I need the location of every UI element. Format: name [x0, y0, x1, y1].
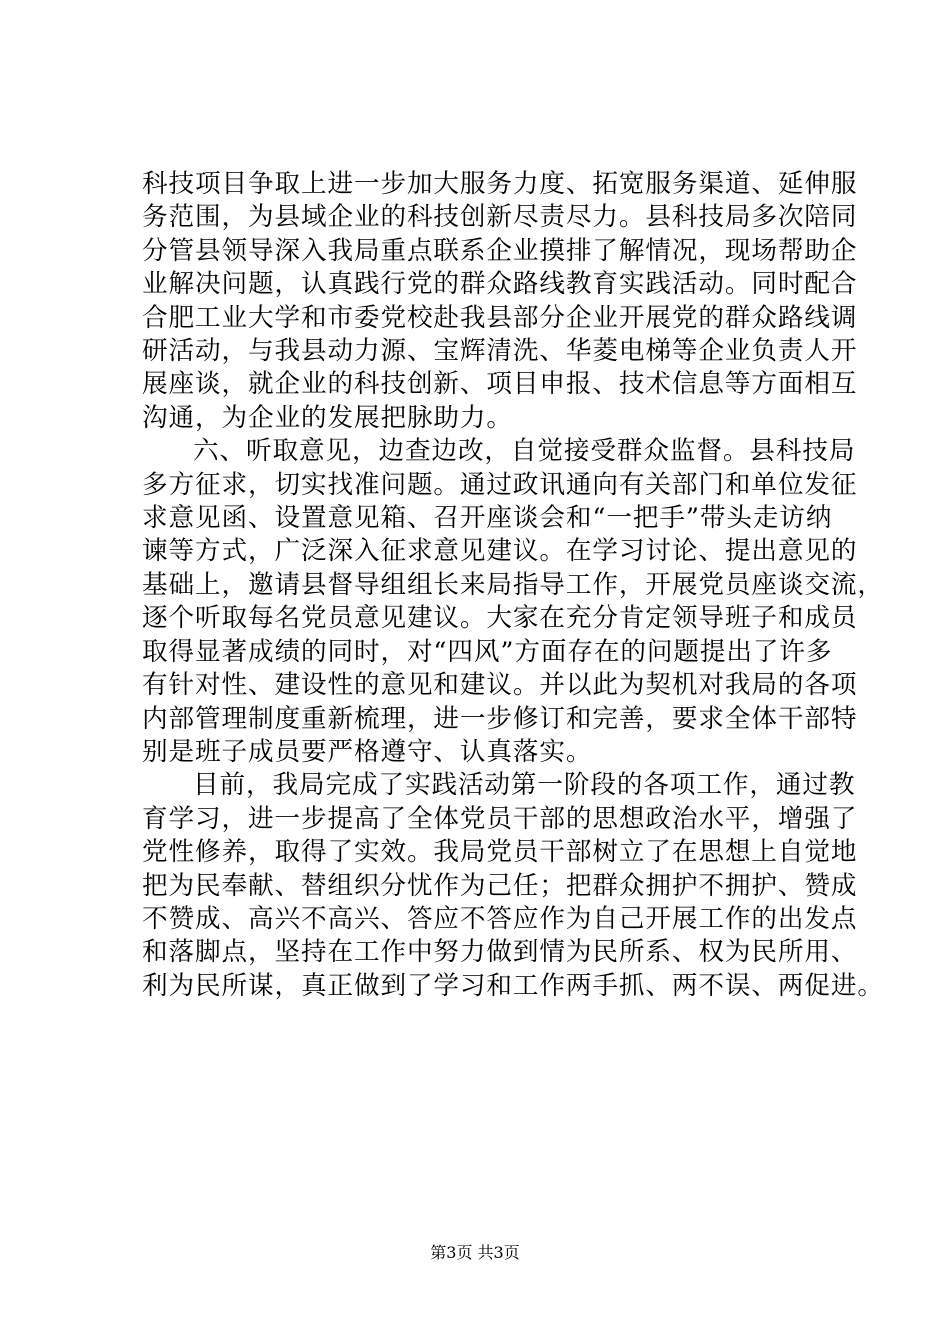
text-line: 逐个听取每名党员意见建议。大家在充分肯定领导班子和成员 — [142, 603, 858, 634]
text-line: 党性修养，取得了实效。我局党员干部树立了在思想上自觉地 — [142, 837, 858, 868]
text-line: 别是班子成员要严格遵守、认真落实。 — [142, 736, 593, 767]
text-line: 务范围，为县域企业的科技创新尽责尽力。县科技局多次陪同 — [142, 202, 858, 233]
text-line: 利为民所谋，真正做到了学习和工作两手抓、两不误、两促进。 — [142, 970, 884, 1001]
text-line: 业解决问题，认真践行党的群众路线教育实践活动。同时配合 — [142, 269, 858, 300]
page-footer: 第3页 共3页 — [430, 1243, 520, 1262]
text-line: 展座谈，就企业的科技创新、项目申报、技术信息等方面相互 — [142, 369, 858, 400]
text-line: 不赞成、高兴不高兴、答应不答应作为自己开展工作的出发点 — [142, 903, 858, 934]
text-line: 取得显著成绩的同时，对“四风”方面存在的问题提出了许多 — [142, 636, 833, 667]
body-text — [142, 168, 884, 1003]
text-line: 科技项目争取上进一步加大服务力度、拓宽服务渠道、延伸服 — [142, 169, 858, 199]
text-line: 合肥工业大学和市委党校赴我县部分企业开展党的群众路线调 — [142, 302, 858, 333]
text-line: 多方征求，切实找准问题。通过政讯通向有关部门和单位发征 — [142, 469, 858, 500]
text-line: 求意见函、设置意见箱、召开座谈会和“一把手”带头走访纳 — [142, 503, 833, 534]
text-line: 内部管理制度重新梳理，进一步修订和完善，要求全体干部特 — [142, 703, 858, 734]
text-line: 基础上，邀请县督导组组长来局指导工作，开展党员座谈交流， — [142, 569, 884, 600]
text-line: 沟通，为企业的发展把脉助力。 — [142, 402, 513, 433]
text-line: 谏等方式，广泛深入征求意见建议。在学习讨论、提出意见的 — [142, 536, 858, 567]
text-line: 六、听取意见，边查边改，自觉接受群众监督。县科技局 — [193, 436, 856, 467]
text-line: 有针对性、建设性的意见和建议。并以此为契机对我局的各项 — [142, 670, 858, 701]
text-line: 把为民奉献、替组织分忧作为己任；把群众拥护不拥护、赞成 — [142, 870, 858, 901]
text-line: 目前，我局完成了实践活动第一阶段的各项工作，通过教 — [193, 770, 856, 801]
text-line: 和落脚点，坚持在工作中努力做到情为民所系、权为民所用、 — [142, 937, 858, 968]
text-line: 育学习，进一步提高了全体党员干部的思想政治水平，增强了 — [142, 803, 858, 834]
text-line: 分管县领导深入我局重点联系企业摸排了解情况，现场帮助企 — [142, 235, 858, 266]
text-line: 研活动，与我县动力源、宝辉清洗、华菱电梯等企业负责人开 — [142, 336, 858, 367]
